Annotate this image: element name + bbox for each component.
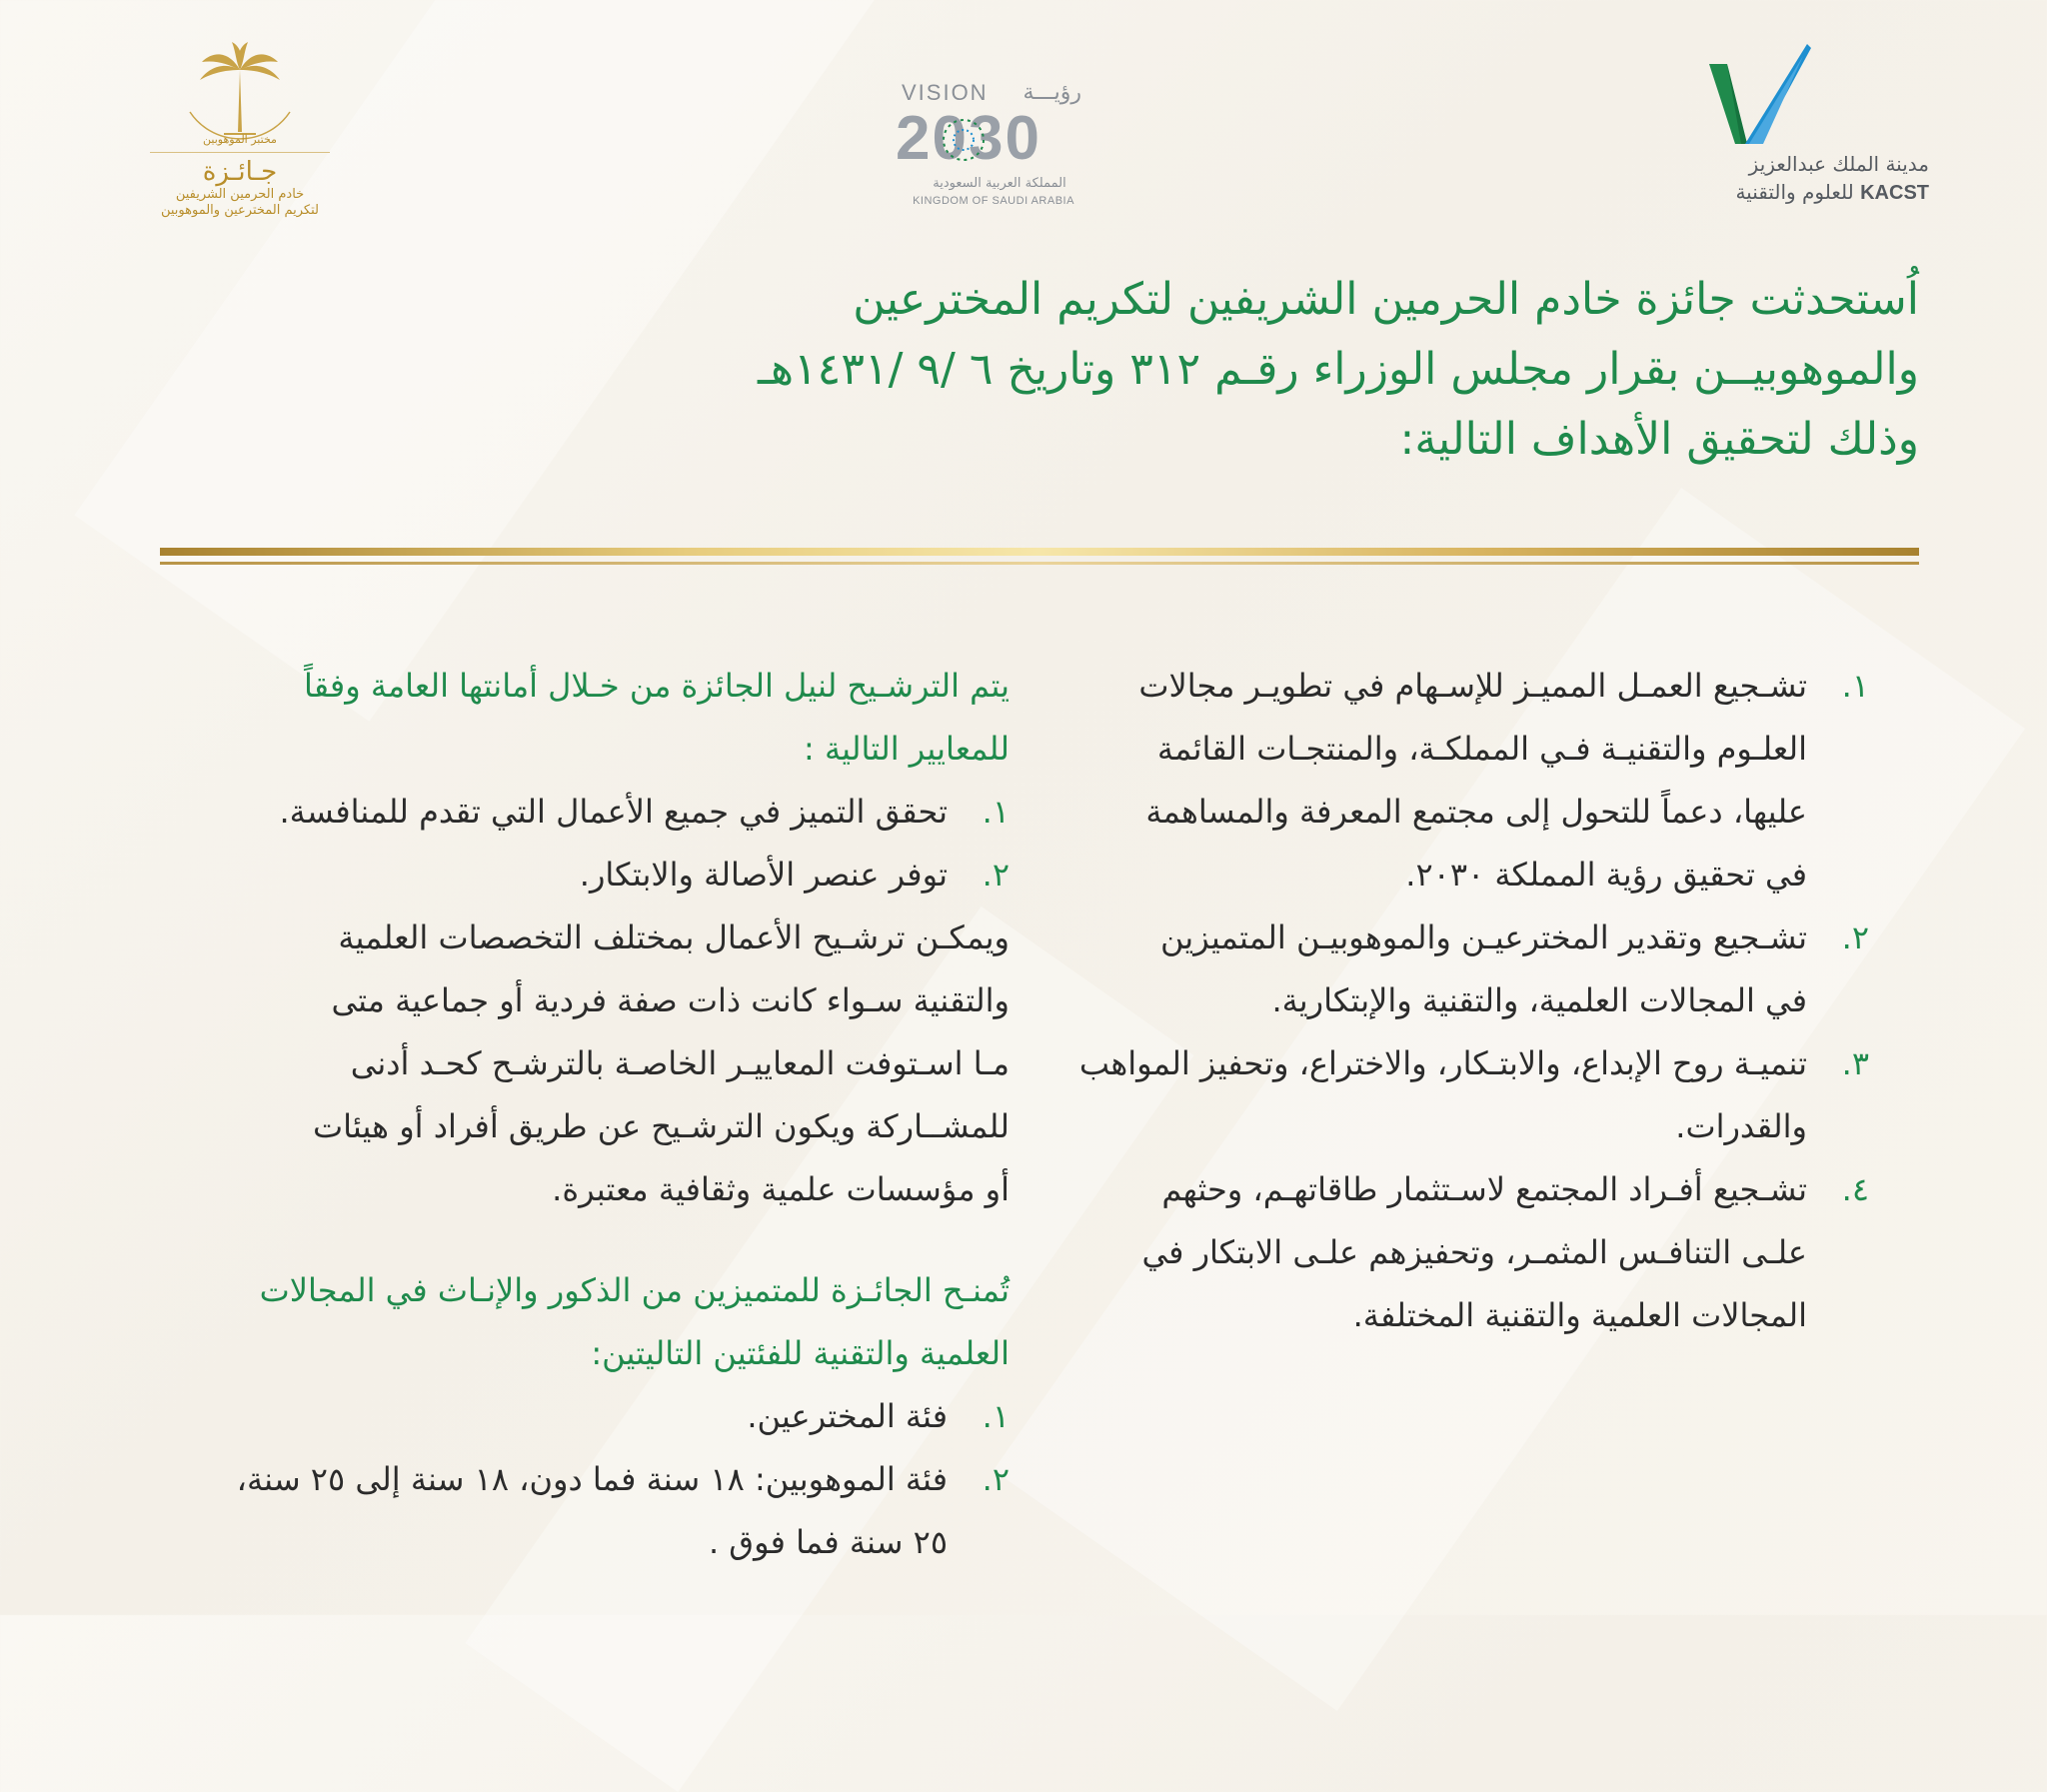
goal-text-line: تشـجيع وتقدير المخترعيـن والموهوبيـن المتميزين [1159,918,1807,956]
goal-item [1069,1032,1869,1158]
award-subtitle-line2: لتكريم المخترعين والموهوبين [160,203,319,218]
divider-bar [160,548,1919,556]
goal-text-line: في المجالات العلمية، والتقنية والإبتكارية. [1271,981,1807,1019]
goal-text-line: تشـجيع أفـراد المجتمع لاسـتثمار طاقاتهـم، وحثهم [1161,1170,1807,1208]
vision-2030-logo [890,80,1089,220]
vision-word-ar: رؤيـــة [1023,80,1081,105]
nomination-body-line: أو مؤسسات علمية وثقافية معتبرة. [552,1170,1010,1208]
goal-item [1069,655,1869,906]
criteria-number: ١. [982,793,1010,831]
kacst-name-ar: للعلوم والتقنية [1735,180,1854,204]
divider-bar-thin [160,562,1919,565]
goal-number: ٣. [1841,1044,1869,1082]
category-item [150,1385,1010,1448]
goal-item [1069,1158,1869,1347]
award-divider [150,152,330,153]
category-number: ٢. [982,1460,1010,1498]
emblem-flourish-icon [942,112,986,168]
intro-line: والموهوبيــن بقرار مجلس الوزراء رقـم ٣١٢ وتاريخ ٦ /٩ /١٤٣١هـ [757,344,1919,395]
criteria-item [150,781,1010,844]
nomination-body-line: للمشــاركة ويكون الترشـيح عن طريق أفراد أو هيئات [312,1107,1010,1145]
award-logo [140,40,340,230]
category-text-line: ٢٥ سنة فما فوق . [708,1523,948,1561]
kacst-logo [1699,40,1939,220]
kacst-check-icon [1707,40,1817,150]
award-title: جـائـزة [202,157,278,187]
intro-line: اُستحدثت جائزة خادم الحرمين الشريفين لتكريم المخترعين [853,274,1919,325]
gold-divider [160,548,1919,570]
goal-text-line: العلـوم والتقنيـة فـي المملكـة، والمنتجـات القائمة [1156,730,1807,768]
goal-text-line: علـى التنافـس المثمـر، وتحفيزهم علـى الابتكار في [1141,1233,1807,1271]
goal-number: ٤. [1841,1170,1869,1208]
vision-country-ar: المملكة العربية السعودية [933,176,1066,191]
goal-item [1069,906,1869,1032]
palm-tree-icon [140,40,340,140]
intro-paragraph [757,265,1919,475]
goal-text-line: المجالات العلمية والتقنية المختلفة. [1352,1296,1807,1334]
kacst-name-line2 [1735,180,1929,205]
goals-list [1069,655,1869,1347]
section-spacer [150,1221,1010,1259]
categories-heading-line: تُمنـح الجائـزة للمتميزين من الذكور والإنـاث في المجالات [259,1271,1010,1309]
goal-number: ٢. [1841,918,1869,956]
goal-text-line: عليها، دعماً للتحول إلى مجتمع المعرفة والمساهمة [1145,793,1807,831]
categories-heading-line: العلمية والتقنية للفئتين التاليتين: [591,1334,1010,1372]
award-arc-text: مختبر الموهوبين [203,133,277,146]
vision-wordmark [902,80,1081,106]
criteria-number: ٢. [982,856,1010,894]
nomination-section [150,655,1010,1574]
nomination-heading-line: للمعايير التالية : [804,730,1010,768]
criteria-item [150,844,1010,906]
vision-country-en: KINGDOM OF SAUDI ARABIA [913,195,1074,207]
category-text-line: فئة الموهوبين: ١٨ سنة فما دون، ١٨ سنة إلى ٢٥ سنة، [236,1460,948,1498]
vision-year: 2030 [896,104,1041,173]
intro-line: وذلك لتحقيق الأهداف التالية: [1399,414,1919,465]
criteria-text: تحقق التميز في جميع الأعمال التي تقدم للمنافسة. [279,793,948,831]
goal-text-line: والقدرات. [1675,1107,1807,1145]
nomination-body-line: مـا اسـتوفت المعاييـر الخاصـة بالترشـح كحـد أدنى [350,1044,1010,1082]
award-subtitle-line1: خادم الحرمين الشريفين [175,187,305,202]
nomination-body-line: والتقنية سـواء كانت ذات صفة فردية أو جماعية متى [331,981,1010,1019]
goal-text-line: تنميـة روح الإبداع، والابتـكار، والاختراع، وتحفيز المواهب [1078,1044,1807,1082]
criteria-text: توفر عنصر الأصالة والابتكار. [579,856,948,894]
vision-word-en: VISION [902,80,989,105]
category-item [150,1448,1010,1574]
nomination-body-line: ويمكـن ترشـيح الأعمال بمختلف التخصصات العلمية [338,918,1010,956]
goal-text-line: في تحقيق رؤية المملكة ٢٠٣٠. [1405,856,1807,894]
category-number: ١. [982,1397,1010,1435]
goal-text-line: تشـجيع العمـل المميـز للإسـهام في تطويـر مجالات [1138,667,1807,705]
kacst-acronym: KACST [1860,182,1929,204]
goal-number: ١. [1841,667,1869,705]
kacst-name-line1: مدينة الملك عبدالعزيز [1748,152,1929,176]
category-text-line: فئة المخترعين. [747,1397,948,1435]
nomination-heading-line: يتم الترشـيح لنيل الجائزة من خـلال أمانتها العامة وفقاً [303,667,1010,705]
